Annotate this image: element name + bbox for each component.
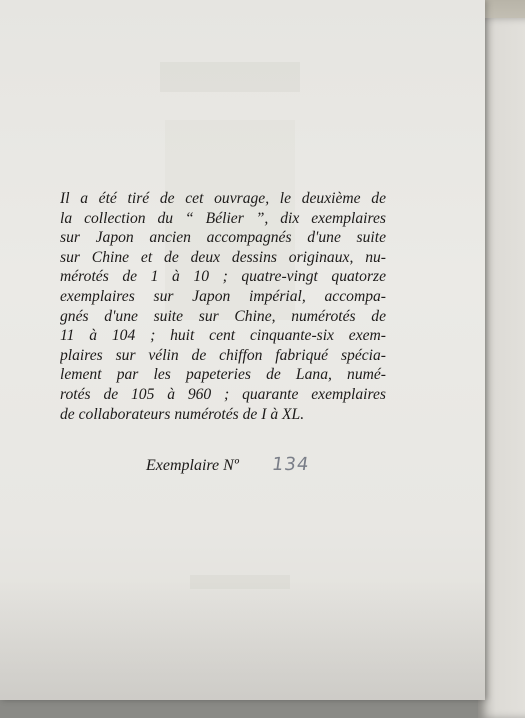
colophon-line: exemplaires sur Japon impérial, accompa- — [60, 287, 386, 305]
next-page-edge — [478, 18, 525, 718]
handwritten-copy-number: 134 — [270, 454, 311, 475]
colophon-line: sur Japon ancien accompagnés d'une suite — [60, 229, 386, 247]
colophon-line: sur Chine et de deux dessins originaux, nu- — [60, 248, 386, 266]
colophon-line: 11 à 104 ; huit cent cinquante-six exem- — [60, 327, 386, 345]
colophon-line: plaires sur vélin de chiffon fabriqué spécia- — [60, 346, 386, 364]
colophon-line: Il a été tiré de cet ouvrage, le deuxième de — [60, 190, 386, 207]
colophon-line: lement par les papeteries de Lana, numé- — [60, 366, 386, 384]
colophon-line: mérotés de 1 à 10 ; quatre-vingt quatorze — [60, 268, 386, 286]
colophon-text — [60, 189, 386, 424]
colophon-line: la collection du “ Bélier ”, dix exemplaires — [60, 209, 386, 227]
show-through-mark — [160, 62, 300, 92]
colophon-line: rotés de 105 à 960 ; quarante exemplaires — [60, 385, 386, 403]
page-shadow — [0, 580, 485, 700]
colophon-line: gnés d'une suite sur Chine, numérotés de — [60, 307, 386, 325]
colophon-line: de collaborateurs numérotés de I à XL. — [60, 405, 305, 423]
exemplaire-label: Exemplaire Nº — [146, 457, 239, 474]
